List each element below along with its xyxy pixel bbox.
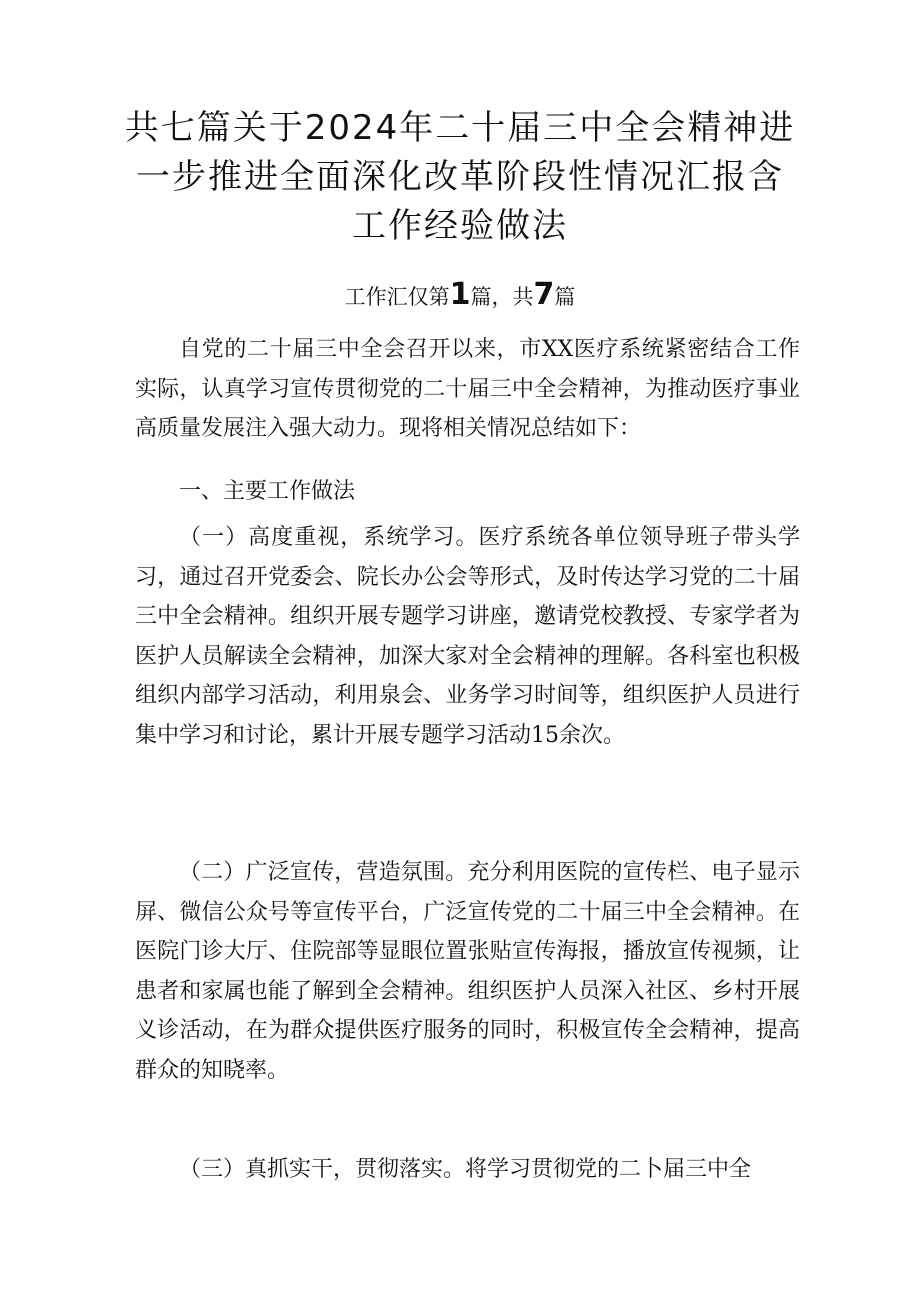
document-subtitle [0, 277, 920, 312]
intro-paragraph: 自党的二十届三中全会召开以来，市XX医疗系统紧密结合工作实际，认真学习宣传贯彻党的二十届三中全会精神，为推动医疗事业高质量发展注入强大动力。现将相关情况总结如下： [135, 337, 800, 441]
subtitle-current-number: 1 [449, 277, 471, 312]
subtitle-total-number: 7 [533, 277, 555, 312]
title-line-2: 一步推进全面深化改革阶段性情况汇报含 [136, 157, 784, 197]
subsection-implementation-paragraph: （三）真抓实干，贯彻落实。将学习贯彻党的二卜届三中全 [179, 1157, 752, 1182]
title-line-3: 工作经验做法 [352, 206, 568, 246]
subsection-study-paragraph: （一）高度重视，系统学习。医疗系统各单位领导班子带头学习，通过召开党委会、院长办公会等形式，及时传达学习党的二十届三中全会精神。组织开展专题学习讲座，邀请党校教授、专家学者为医护人员解读全会精神，加深大家对全会精神的理解。各科室也积极组织内部学习活动，利用泉会、业务学习时间等，组织医护人员进行集中学习和讨论，累计开展专题学习活动15余次。 [135, 525, 800, 748]
subtitle-suffix: 篇 [554, 285, 576, 309]
subtitle-middle: 篇，共 [470, 285, 534, 309]
section-heading-main-work: 一、主要工作做法 [179, 479, 356, 504]
document-title [120, 104, 800, 251]
title-line-1: 共七篇关于2024年二十届三中全会精神进 [124, 108, 796, 148]
subsection-publicity-paragraph: （二）广泛宣传，营造氛围。充分利用医院的宣传栏、电子显示屏、微信公众号等宣传平台，广泛宣传党的二十届三中全会精神。在医院门诊大厅、住院部等显眼位置张贴宣传海报，播放宣传视频，让患者和家属也能了解到全会精神。组织医护人员深入社区、乡村开展义诊活动，在为群众提供医疗服务的同时，积极宣传全会精神，提高群众的知晓率。 [135, 860, 800, 1083]
subtitle-prefix: 工作汇仅第 [344, 285, 450, 309]
